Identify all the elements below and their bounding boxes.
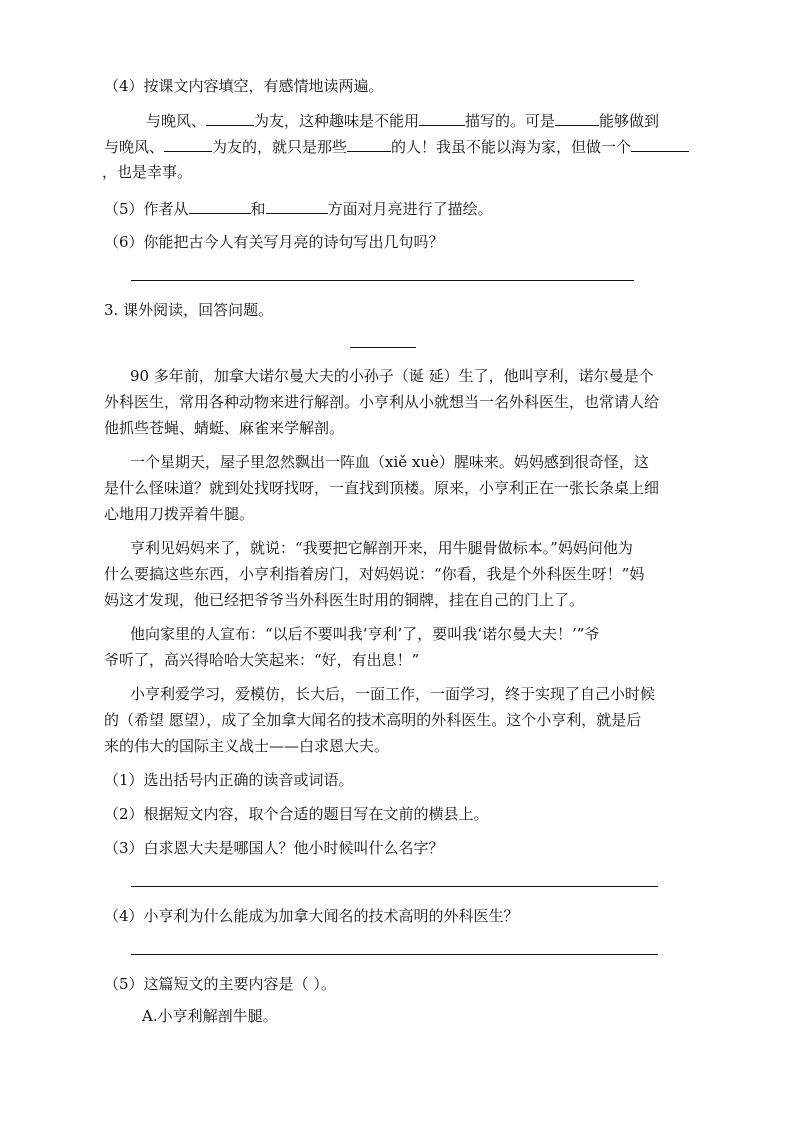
question-6-label: （6）你能把古今人有关写月亮的诗句写出几句吗？ bbox=[104, 233, 444, 251]
para-4-line-2: 爷听了，高兴得哈哈大笑起来：“好，有出息！” bbox=[104, 651, 420, 669]
section-3-heading: 3. 课外阅读，回答问题。 bbox=[104, 301, 274, 319]
para-5-line-1: 小亨利爱学习，爱模仿，长大后，一面工作，一面学习，终于实现了自己小时候 bbox=[130, 685, 656, 703]
question-2: （2）根据短文内容，取个合适的题目写在文前的横县上。 bbox=[104, 805, 489, 823]
answer-line[interactable] bbox=[131, 886, 658, 887]
question-4: （4）小亨利为什么能成为加拿大闻名的技术高明的外科医生？ bbox=[104, 907, 519, 925]
fill-text: 为友，这种趣味是不能用 bbox=[254, 112, 420, 130]
para-2-line-3: 心地用刀拨弄着牛腿。 bbox=[104, 505, 255, 523]
para-1-line-3: 他抓些苍蝇、蜻蜓、麻雀来学解剖。 bbox=[104, 419, 345, 437]
answer-line[interactable] bbox=[131, 954, 658, 955]
answer-blank[interactable] bbox=[419, 110, 465, 126]
question-text: （5）作者从 bbox=[104, 200, 189, 218]
fill-text: 描写的。可是 bbox=[465, 112, 556, 130]
para-2-line-1: 一个星期天，屋子里忽然飘出一阵血（xiě xuè）腥味来。妈妈感到很奇怪，这 bbox=[130, 453, 649, 471]
answer-blank[interactable] bbox=[164, 136, 212, 152]
para-3-line-2: 什么要搞这些东西，小亨利指着房门，对妈妈说：“你看，我是个外科医生呀！”妈 bbox=[104, 565, 645, 583]
question-text: 和 bbox=[250, 200, 266, 218]
question-4-label: （4）按课文内容填空，有感情地读两遍。 bbox=[104, 77, 384, 95]
answer-blank[interactable] bbox=[189, 198, 251, 214]
question-5: （5）这篇短文的主要内容是（ ）。 bbox=[104, 975, 336, 993]
answer-blank[interactable] bbox=[266, 198, 328, 214]
fill-line-2 bbox=[104, 136, 689, 157]
answer-blank[interactable] bbox=[555, 110, 599, 126]
fill-text: 与晚风、 bbox=[146, 112, 207, 130]
answer-blank[interactable] bbox=[206, 110, 254, 126]
option-a[interactable]: A.小亨利解剖牛腿。 bbox=[142, 1007, 278, 1025]
para-5-line-3: 来的伟大的国际主义战士——白求恩大夫。 bbox=[104, 737, 390, 755]
answer-blank[interactable] bbox=[347, 136, 391, 152]
answer-blank[interactable] bbox=[631, 136, 689, 152]
answer-line[interactable] bbox=[131, 280, 634, 281]
para-4-line-1: 他向家里的人宣布：“以后不要叫我‘亨利’了，要叫我‘诺尔曼大夫！’”爷 bbox=[130, 625, 600, 643]
para-2-line-2: 是什么怪味道？就到处找呀找呀，一直找到顶楼。原来，小亨利正在一张长条桌上细 bbox=[104, 479, 660, 497]
fill-text: 能够做到 bbox=[599, 112, 660, 130]
fill-line-1 bbox=[146, 110, 659, 131]
para-3-line-3: 妈这才发现，他已经把爷爷当外科医生时用的铜牌，挂在自己的门上了。 bbox=[104, 591, 585, 609]
fill-text: 为友的，就只是那些 bbox=[212, 138, 348, 156]
question-1: （1）选出括号内正确的读音或词语。 bbox=[104, 771, 354, 789]
para-1-line-2: 外科医生，常用各种动物来进行解剖。小亨利从小就想当一名外科医生，也常请人给 bbox=[104, 393, 660, 411]
question-text: 方面对月亮进行了描绘。 bbox=[327, 200, 493, 218]
question-5-row bbox=[104, 198, 493, 219]
fill-line-3: ，也是幸事。 bbox=[102, 163, 193, 181]
question-3: （3）白求恩大夫是哪国人？他小时候叫什么名字？ bbox=[104, 839, 444, 857]
fill-text: 的人！我虽不能以海为家，但做一个 bbox=[391, 138, 632, 156]
para-3-line-1: 亨利见妈妈来了，就说：“我要把它解剖开来，用牛腿骨做标本。”妈妈问他为 bbox=[130, 539, 633, 557]
title-blank[interactable] bbox=[350, 347, 416, 348]
para-5-line-2: 的（希望 愿望），成了全加拿大闻名的技术高明的外科医生。这个小亨利，就是后 bbox=[104, 711, 642, 729]
para-1-line-1: 90 多年前，加拿大诺尔曼大夫的小孙子（诞 延）生了，他叫亨利，诺尔曼是个 bbox=[130, 367, 654, 385]
fill-text: 与晚风、 bbox=[104, 138, 165, 156]
